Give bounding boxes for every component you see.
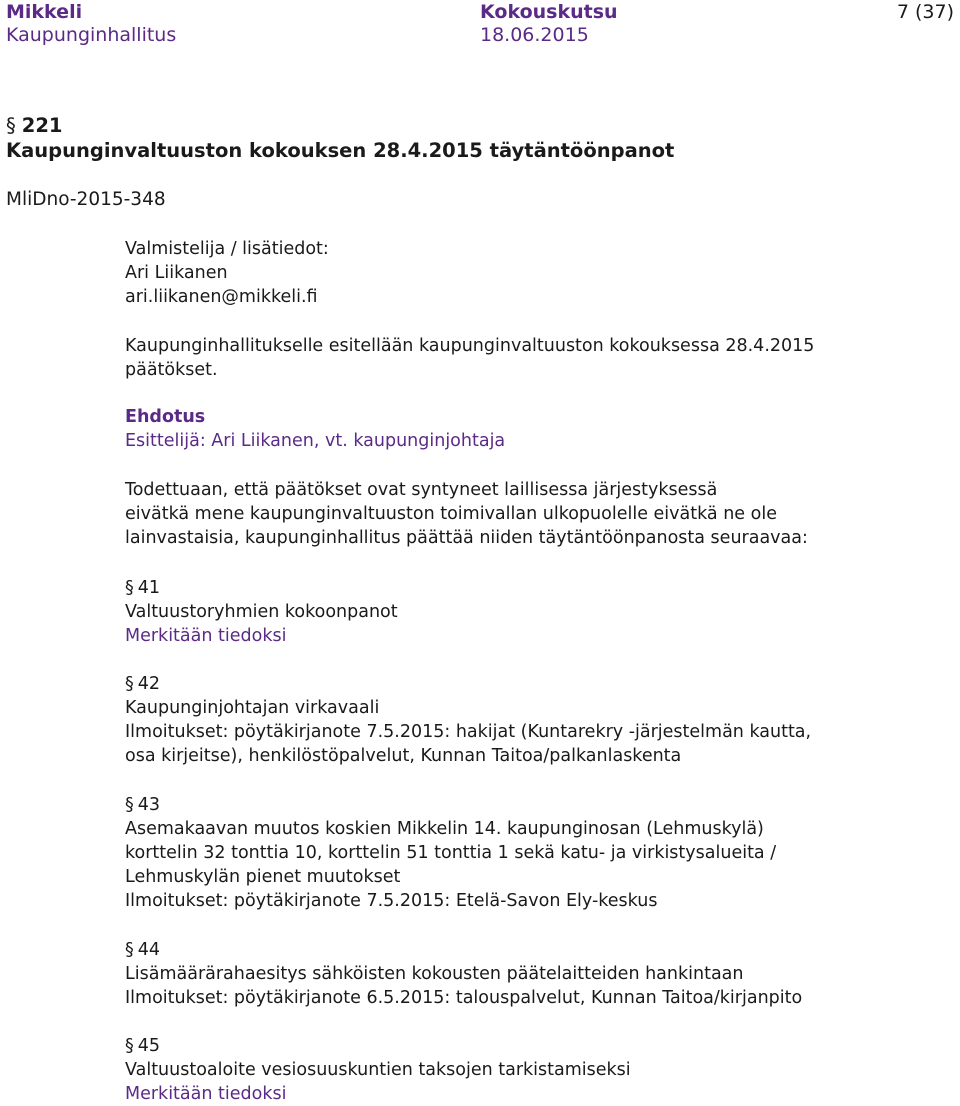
page-header: [0, 0, 960, 52]
section-item: [125, 1034, 945, 1106]
item-number: 221: [21, 114, 63, 137]
section-sign: §: [125, 674, 134, 694]
section-line: Lisämäärärahaesitys sähköisten kokousten päätelaitteiden hankintaan: [125, 964, 744, 984]
section-item: [125, 793, 945, 913]
proposal-text-line: eivätkä mene kaupunginvaltuuston toimivallan ulkopuolelle eivätkä ne ole: [125, 504, 777, 524]
section-number-value: 43: [137, 795, 161, 815]
header-row-1: [0, 0, 960, 24]
presenter: Esittelijä: Ari Liikanen, vt. kaupunginjohtaja: [125, 431, 506, 451]
section-number: [125, 938, 945, 962]
section-sign: §: [125, 795, 134, 815]
section-line: Ilmoitukset: pöytäkirjanote 6.5.2015: talouspalvelut, Kunnan Taitoa/kirjanpito: [125, 988, 803, 1008]
section-number-value: 42: [137, 674, 161, 694]
section-line: osa kirjeitse), henkilöstöpalvelut, Kunnan Taitoa/palkanlaskenta: [125, 746, 682, 766]
section-sign: §: [125, 578, 134, 598]
section-number: [125, 672, 945, 696]
proposal-text: [125, 478, 945, 550]
section-line: Lehmuskylän pienet muutokset: [125, 867, 401, 887]
proposal-text-line: lainvastaisia, kaupunginhallitus päättää niiden täytäntöönpanosta seuraavaa:: [125, 528, 808, 548]
section-sign: §: [125, 940, 134, 960]
intro-paragraph: [125, 334, 945, 382]
section-number-value: 41: [137, 578, 161, 598]
section-number-value: 45: [137, 1036, 161, 1056]
section-item: [125, 938, 945, 1010]
section-sign: §: [6, 114, 16, 137]
document-type: Kokouskutsu: [480, 1, 618, 23]
proposal-heading: Ehdotus: [125, 407, 206, 427]
section-item: [125, 576, 945, 648]
page-number: 7 (37): [896, 1, 954, 23]
intro-line: Kaupunginhallitukselle esitellään kaupunginvaltuuston kokouksessa 28.4.2015: [125, 336, 815, 356]
preparer-label: Valmistelija / lisätiedot:: [125, 239, 329, 259]
section-line: Merkitään tiedoksi: [125, 1084, 287, 1104]
diary-number: MliDno-2015-348: [6, 189, 166, 210]
section-line: Valtuustoryhmien kokoonpanot: [125, 602, 398, 622]
section-number: [125, 1034, 945, 1058]
intro-line: päätökset.: [125, 360, 218, 380]
section-line: korttelin 32 tonttia 10, korttelin 51 tonttia 1 sekä katu- ja virkistysalueita /: [125, 843, 777, 863]
preparer-email[interactable]: ari.liikanen@mikkeli.fi: [125, 287, 318, 307]
section-line: Asemakaavan muutos koskien Mikkelin 14. kaupunginosan (Lehmuskylä): [125, 819, 764, 839]
proposal-block: [125, 405, 945, 453]
section-number-value: 44: [137, 940, 161, 960]
item-number-line: [6, 113, 946, 138]
section-line: Kaupunginjohtajan virkavaali: [125, 698, 380, 718]
section-sign: §: [125, 1036, 134, 1056]
meeting-body: Kaupunginhallitus: [6, 24, 177, 46]
preparer-name: Ari Liikanen: [125, 263, 228, 283]
section-item: [125, 672, 945, 768]
proposal-text-line: Todettuaan, että päätökset ovat syntyneet laillisessa järjestyksessä: [125, 480, 718, 500]
item-title: Kaupunginvaltuuston kokouksen 28.4.2015 täytäntöönpanot: [6, 139, 675, 162]
item-title-block: [6, 113, 946, 163]
section-line: Merkitään tiedoksi: [125, 626, 287, 646]
section-line: Ilmoitukset: pöytäkirjanote 7.5.2015: hakijat (Kuntarekry -järjestelmän kautta,: [125, 722, 812, 742]
section-number: [125, 793, 945, 817]
preparer-block: [125, 237, 945, 309]
header-row-2: [0, 23, 960, 47]
section-number: [125, 576, 945, 600]
section-line: Valtuustoaloite vesiosuuskuntien taksojen tarkistamiseksi: [125, 1060, 631, 1080]
org-name: Mikkeli: [6, 1, 83, 23]
meeting-date: 18.06.2015: [480, 24, 589, 46]
section-line: Ilmoitukset: pöytäkirjanote 7.5.2015: Etelä-Savon Ely-keskus: [125, 891, 658, 911]
